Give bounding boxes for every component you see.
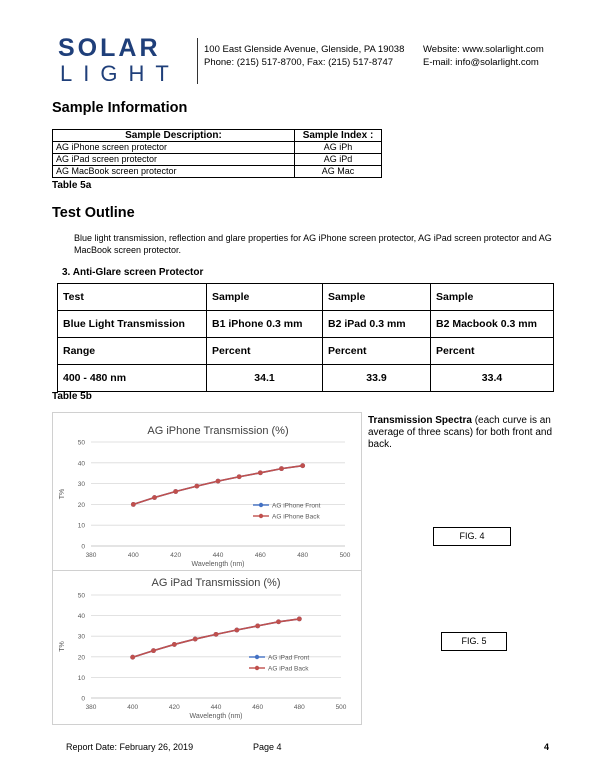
data-point: [258, 470, 263, 475]
table-cell: Sample: [323, 284, 431, 311]
y-tick-label: 40: [77, 613, 85, 621]
y-axis-label: T%: [59, 488, 66, 500]
sample-desc-cell: AG iPhone screen protector: [53, 142, 295, 154]
y-tick-label: 50: [77, 592, 85, 600]
y-axis-label: T%: [59, 641, 66, 652]
data-point: [193, 637, 198, 642]
header-phone: Phone: (215) 517-8700, Fax: (215) 517-8747: [204, 57, 394, 68]
page-label: Page 4: [253, 742, 282, 752]
data-point: [255, 624, 260, 629]
fig4-label: FIG. 4: [433, 527, 511, 546]
table-cell: 33.9: [323, 365, 431, 392]
table-cell: Blue Light Transmission: [58, 311, 207, 338]
spectra-note-rest: (each curve is an average of three scans) for both front and back.: [368, 415, 552, 450]
y-tick-label: 30: [77, 633, 85, 641]
y-tick-label: 30: [77, 481, 85, 489]
table-row: [53, 166, 382, 178]
chart-title: AG iPad Transmission (%): [151, 577, 281, 589]
sample-desc-cell: AG iPad screen protector: [53, 154, 295, 166]
table-cell: Sample: [431, 284, 554, 311]
y-tick-label: 10: [77, 674, 85, 682]
data-point: [152, 495, 157, 500]
table-row: [53, 142, 382, 154]
data-point: [216, 479, 221, 484]
data-point: [194, 484, 199, 489]
table-row: [58, 311, 554, 338]
col-sample-index: Sample Index :: [295, 130, 382, 142]
data-point: [214, 632, 219, 637]
header-divider: [197, 38, 198, 84]
y-tick-label: 50: [77, 439, 85, 447]
table-cell: Range: [58, 338, 207, 365]
table-cell: Test: [58, 284, 207, 311]
y-tick-label: 0: [81, 695, 85, 703]
data-point: [151, 648, 156, 653]
table-cell: 33.4: [431, 365, 554, 392]
test-outline-text: Blue light transmission, reflection and glare properties for AG iPhone screen protector, AG iPad screen protector and AG MacBook screen protector.: [74, 233, 552, 255]
header-address: 100 East Glenside Avenue, Glenside, PA 19038: [204, 44, 405, 55]
x-tick-label: 400: [127, 704, 139, 711]
x-tick-label: 460: [252, 704, 264, 711]
y-tick-label: 0: [81, 543, 85, 551]
chart-ipad-box: [52, 570, 362, 725]
transmission-spectra-note: [368, 415, 568, 451]
table-cell: 400 - 480 nm: [58, 365, 207, 392]
report-date: Report Date: February 26, 2019: [66, 742, 194, 752]
x-tick-label: 480: [293, 704, 305, 711]
sample-index-cell: AG iPd: [295, 154, 382, 166]
data-point: [234, 628, 239, 633]
anti-glare-subheading: 3. Anti-Glare screen Protector: [62, 267, 204, 278]
table-cell: Percent: [431, 338, 554, 365]
ipad-transmission-chart: [53, 571, 361, 724]
y-tick-label: 40: [77, 460, 85, 468]
legend-label: AG iPad Back: [268, 665, 309, 673]
x-tick-label: 380: [85, 552, 97, 559]
logo-light: LIGHT: [60, 61, 180, 86]
chart-title: AG iPhone Transmission (%): [147, 425, 289, 437]
table-row: [58, 338, 554, 365]
y-tick-label: 10: [77, 522, 85, 530]
legend-marker: [259, 503, 263, 507]
x-tick-label: 420: [170, 552, 182, 559]
table-cell: Percent: [323, 338, 431, 365]
iphone-transmission-chart: [53, 413, 361, 573]
data-point: [297, 616, 302, 621]
series-line: [133, 619, 300, 657]
data-point: [131, 502, 136, 507]
x-tick-label: 380: [85, 704, 97, 711]
table-5b-caption: Table 5b: [52, 391, 92, 402]
x-tick-label: 420: [168, 704, 180, 711]
table-row: [58, 284, 554, 311]
table-cell: Sample: [207, 284, 323, 311]
legend-label: AG iPhone Front: [272, 502, 321, 510]
legend-label: AG iPad Front: [268, 654, 310, 662]
sample-table: [52, 129, 382, 178]
series-line: [133, 619, 300, 657]
data-point: [130, 655, 135, 660]
sample-index-cell: AG iPh: [295, 142, 382, 154]
sample-info-heading: Sample Information: [52, 100, 188, 116]
x-tick-label: 500: [335, 704, 347, 711]
legend-marker: [259, 514, 263, 518]
table-cell: B1 iPhone 0.3 mm: [207, 311, 323, 338]
sample-desc-cell: AG MacBook screen protector: [53, 166, 295, 178]
table-cell: B2 iPad 0.3 mm: [323, 311, 431, 338]
x-tick-label: 440: [212, 552, 224, 559]
x-tick-label: 460: [254, 552, 266, 559]
legend-label: AG iPhone Back: [272, 513, 320, 521]
legend-marker: [255, 655, 259, 659]
series-line: [133, 466, 302, 505]
table-cell: Percent: [207, 338, 323, 365]
data-point: [300, 463, 305, 468]
test-outline-heading: Test Outline: [52, 205, 135, 221]
table-row: [53, 154, 382, 166]
logo-solar: SOLAR: [58, 34, 161, 62]
data-point: [276, 619, 281, 624]
y-tick-label: 20: [77, 501, 85, 509]
data-point: [237, 474, 242, 479]
col-sample-description: Sample Description:: [53, 130, 295, 142]
page-number: 4: [544, 742, 550, 752]
x-tick-label: 440: [210, 704, 222, 711]
table-row: [58, 365, 554, 392]
table-cell: B2 Macbook 0.3 mm: [431, 311, 554, 338]
table-cell: 34.1: [207, 365, 323, 392]
header-website: Website: www.solarlight.com: [423, 44, 544, 55]
x-tick-label: 480: [297, 552, 309, 559]
data-point: [279, 466, 284, 471]
series-line: [133, 466, 302, 505]
table-5a-caption: Table 5a: [52, 180, 92, 191]
chart-iphone-box: [52, 412, 362, 574]
fig5-label: FIG. 5: [441, 632, 507, 651]
header-email: E-mail: info@solarlight.com: [423, 57, 539, 68]
x-tick-label: 400: [127, 552, 139, 559]
x-tick-label: 500: [339, 552, 351, 559]
x-axis-label: Wavelength (nm): [191, 561, 245, 568]
legend-marker: [255, 666, 259, 670]
y-tick-label: 20: [77, 654, 85, 662]
spectra-note-bold: Transmission Spectra: [368, 415, 472, 426]
sample-index-cell: AG Mac: [295, 166, 382, 178]
data-point: [172, 642, 177, 647]
x-axis-label: Wavelength (nm): [189, 713, 243, 720]
data-point: [173, 489, 178, 494]
sample-table-header: [53, 130, 382, 142]
transmission-table: [57, 283, 554, 392]
